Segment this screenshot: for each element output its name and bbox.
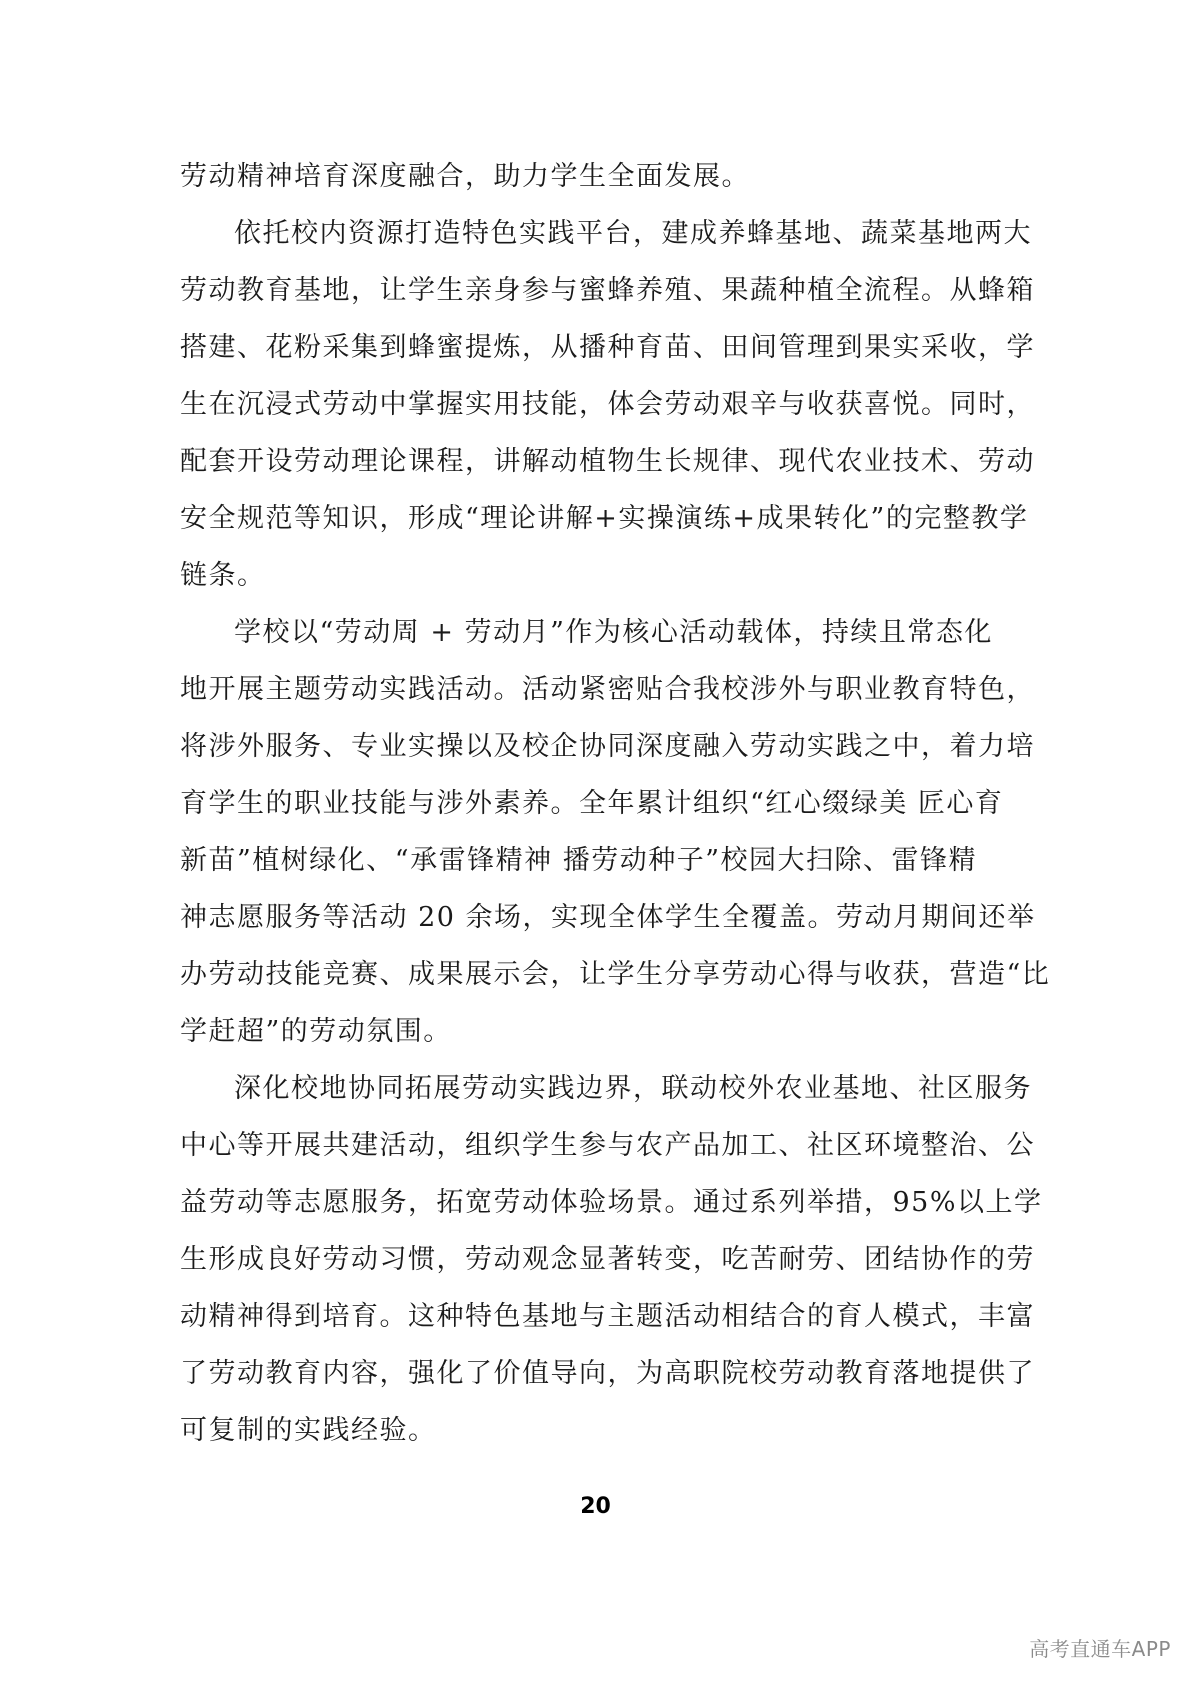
paragraph-line: 劳动精神培育深度融合，助力学生全面发展。 [180,161,750,192]
paragraph-line: 学赶超”的劳动氛围。 [180,1016,452,1047]
paragraph-line: 学校以“劳动周 + 劳动月”作为核心活动载体，持续且常态化 [234,617,993,648]
paragraph-line: 办劳动技能竞赛、成果展示会，让学生分享劳动心得与收获，营造“比 [180,959,1051,990]
paragraph-line: 配套开设劳动理论课程，讲解动植物生长规律、现代农业技术、劳动 [180,446,1035,477]
paragraph-line: 地开展主题劳动实践活动。活动紧密贴合我校涉外与职业教育特色， [180,674,1035,705]
paragraph-line: 深化校地协同拓展劳动实践边界，联动校外农业基地、社区服务 [234,1073,1032,1104]
paragraph-line: 神志愿服务等活动 20 余场，实现全体学生全覆盖。劳动月期间还举 [180,902,1036,933]
document-body [180,148,1051,1459]
paragraph-line: 新苗”植树绿化、“承雷锋精神 播劳动种子”校园大扫除、雷锋精 [180,845,977,876]
paragraph-line: 依托校内资源打造特色实践平台，建成养蜂基地、蔬菜基地两大 [234,218,1032,249]
paragraph-line: 育学生的职业技能与涉外素养。全年累计组织“红心缀绿美 匠心育 [180,788,1004,819]
paragraph-line: 可复制的实践经验。 [180,1415,437,1446]
page-number: 20 [580,1494,611,1519]
paragraph-line: 搭建、花粉采集到蜂蜜提炼，从播种育苗、田间管理到果实采收，学 [180,332,1035,363]
paragraph-line: 了劳动教育内容，强化了价值导向，为高职院校劳动教育落地提供了 [180,1358,1035,1389]
paragraph-line: 益劳动等志愿服务，拓宽劳动体验场景。通过系列举措，95%以上学 [180,1187,1043,1218]
paragraph-line: 中心等开展共建活动，组织学生参与农产品加工、社区环境整治、公 [180,1130,1035,1161]
paragraph-line: 生在沉浸式劳动中掌握实用技能，体会劳动艰辛与收获喜悦。同时， [180,389,1035,420]
paragraph-line: 链条。 [180,560,266,591]
paragraph-line: 将涉外服务、专业实操以及校企协同深度融入劳动实践之中，着力培 [180,731,1035,762]
paragraph-line: 安全规范等知识，形成“理论讲解+实操演练+成果转化”的完整教学 [180,503,1029,534]
watermark: 高考直通车APP [1029,1637,1171,1661]
paragraph-line: 动精神得到培育。这种特色基地与主题活动相结合的育人模式，丰富 [180,1301,1035,1332]
paragraph-line: 生形成良好劳动习惯，劳动观念显著转变，吃苦耐劳、团结协作的劳 [180,1244,1035,1275]
paragraph-line: 劳动教育基地，让学生亲身参与蜜蜂养殖、果蔬种植全流程。从蜂箱 [180,275,1035,306]
